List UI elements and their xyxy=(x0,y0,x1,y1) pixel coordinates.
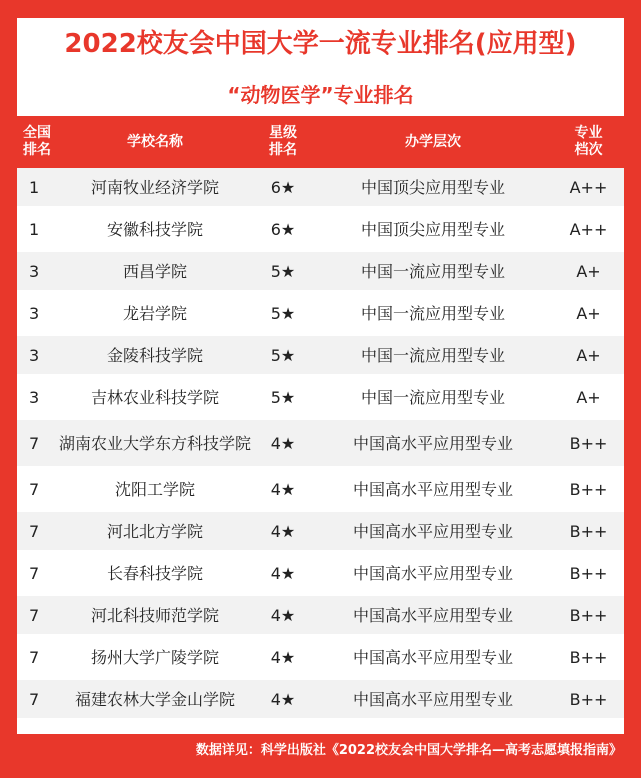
page-title: 2022校友会中国大学一流专业排名(应用型) xyxy=(64,29,577,59)
table-body xyxy=(17,168,624,720)
grade-cell: B++ xyxy=(553,510,624,552)
header-row xyxy=(17,116,624,168)
rank-cell: 7 xyxy=(17,636,57,678)
school-cell: 金陵科技学院 xyxy=(57,334,253,376)
table-row xyxy=(17,292,624,334)
rank-cell: 3 xyxy=(17,334,57,376)
level-cell: 中国高水平应用型专业 xyxy=(313,636,553,678)
grade-cell: B++ xyxy=(553,552,624,594)
table-row xyxy=(17,418,624,468)
school-cell: 龙岩学院 xyxy=(57,292,253,334)
grade-cell: A+ xyxy=(553,334,624,376)
rank-cell: 7 xyxy=(17,418,57,468)
grade-cell: A+ xyxy=(553,292,624,334)
grade-cell: B++ xyxy=(553,468,624,510)
table-row xyxy=(17,250,624,292)
stars-cell: 4★ xyxy=(253,468,313,510)
grade-cell: A+ xyxy=(553,376,624,418)
stars-cell: 5★ xyxy=(253,292,313,334)
stars-cell: 4★ xyxy=(253,636,313,678)
rank-cell: 7 xyxy=(17,552,57,594)
school-cell: 湖南农业大学东方科技学院 xyxy=(57,418,253,468)
school-cell: 河南牧业经济学院 xyxy=(57,168,253,208)
school-cell: 沈阳工学院 xyxy=(57,468,253,510)
rank-cell: 7 xyxy=(17,468,57,510)
table-row xyxy=(17,510,624,552)
level-cell: 中国高水平应用型专业 xyxy=(313,418,553,468)
school-cell: 安徽科技学院 xyxy=(57,208,253,250)
table-row xyxy=(17,468,624,510)
level-cell: 中国高水平应用型专业 xyxy=(313,594,553,636)
school-cell: 河北科技师范学院 xyxy=(57,594,253,636)
table-row xyxy=(17,636,624,678)
stars-cell: 5★ xyxy=(253,334,313,376)
school-cell: 吉林农业科技学院 xyxy=(57,376,253,418)
header-school: 学校名称 xyxy=(57,116,253,168)
source-note: 数据详见：科学出版社《2022校友会中国大学排名—高考志愿填报指南》 xyxy=(195,743,622,758)
table-row xyxy=(17,678,624,720)
stars-cell: 4★ xyxy=(253,594,313,636)
level-cell: 中国高水平应用型专业 xyxy=(313,678,553,720)
stars-cell: 4★ xyxy=(253,510,313,552)
stars-cell: 4★ xyxy=(253,418,313,468)
level-cell: 中国一流应用型专业 xyxy=(313,292,553,334)
rank-cell: 1 xyxy=(17,208,57,250)
stars-cell: 6★ xyxy=(253,168,313,208)
header-level: 办学层次 xyxy=(313,116,553,168)
rank-cell: 7 xyxy=(17,594,57,636)
header-grade: 专业 档次 xyxy=(553,116,624,168)
rank-cell: 7 xyxy=(17,510,57,552)
ranking-table xyxy=(17,116,624,722)
grade-cell: B++ xyxy=(553,594,624,636)
table-header xyxy=(17,116,624,168)
grade-cell: B++ xyxy=(553,636,624,678)
rank-cell: 3 xyxy=(17,376,57,418)
header-stars: 星级 排名 xyxy=(253,116,313,168)
rank-cell: 3 xyxy=(17,292,57,334)
level-cell: 中国高水平应用型专业 xyxy=(313,468,553,510)
school-cell: 西昌学院 xyxy=(57,250,253,292)
stars-cell: 4★ xyxy=(253,678,313,720)
level-cell: 中国高水平应用型专业 xyxy=(313,552,553,594)
school-cell: 福建农林大学金山学院 xyxy=(57,678,253,720)
grade-cell: B++ xyxy=(553,678,624,720)
stars-cell: 5★ xyxy=(253,376,313,418)
level-cell: 中国高水平应用型专业 xyxy=(313,510,553,552)
table-row xyxy=(17,552,624,594)
grade-cell: B++ xyxy=(553,418,624,468)
table-row xyxy=(17,168,624,208)
stars-cell: 6★ xyxy=(253,208,313,250)
level-cell: 中国一流应用型专业 xyxy=(313,334,553,376)
stars-cell: 4★ xyxy=(253,552,313,594)
table-row xyxy=(17,208,624,250)
level-cell: 中国一流应用型专业 xyxy=(313,376,553,418)
table-row xyxy=(17,334,624,376)
rank-cell: 1 xyxy=(17,168,57,208)
school-cell: 扬州大学广陵学院 xyxy=(57,636,253,678)
level-cell: 中国顶尖应用型专业 xyxy=(313,168,553,208)
level-cell: 中国顶尖应用型专业 xyxy=(313,208,553,250)
rank-cell: 7 xyxy=(17,678,57,720)
school-cell: 河北北方学院 xyxy=(57,510,253,552)
grade-cell: A++ xyxy=(553,208,624,250)
grade-cell: A+ xyxy=(553,250,624,292)
stars-cell: 5★ xyxy=(253,250,313,292)
header-rank: 全国 排名 xyxy=(17,116,57,168)
rank-cell: 3 xyxy=(17,250,57,292)
table-row xyxy=(17,594,624,636)
grade-cell: A++ xyxy=(553,168,624,208)
school-cell: 长春科技学院 xyxy=(57,552,253,594)
table-row xyxy=(17,376,624,418)
level-cell: 中国一流应用型专业 xyxy=(313,250,553,292)
page-subtitle: “动物医学”专业排名 xyxy=(227,83,414,107)
